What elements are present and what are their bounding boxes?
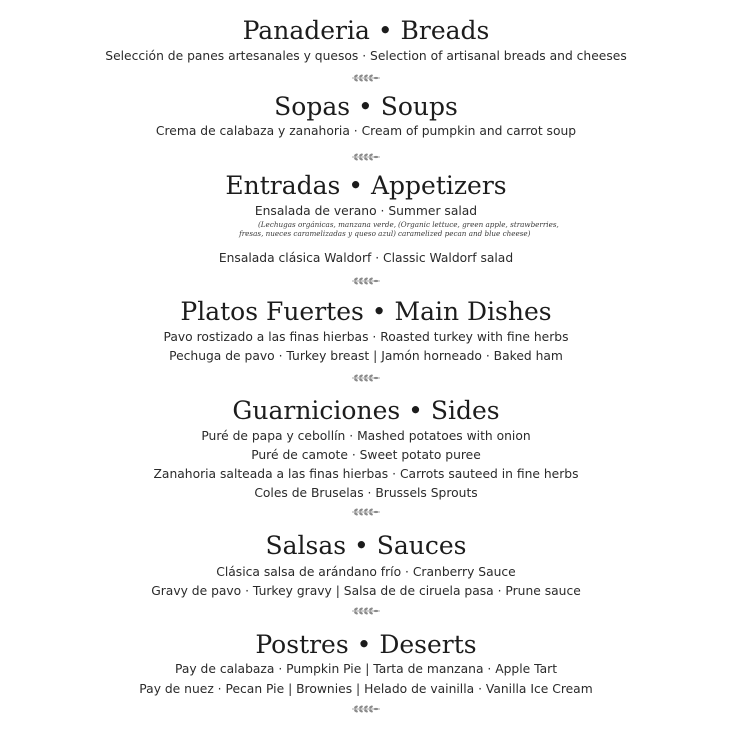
laurel-sprig-icon bbox=[350, 507, 382, 517]
section-title-sauces: Salsas • Sauces bbox=[265, 531, 467, 560]
laurel-sprig-icon bbox=[350, 73, 382, 83]
menu-note-es-line-1: (Lechugas orgánicas, manzana verde, bbox=[257, 220, 396, 229]
menu-note-en-line-1: (Organic lettuce, green apple, strawberries, bbox=[398, 220, 559, 229]
menu-item-appetizers-1: Ensalada de verano · Summer salad bbox=[254, 204, 478, 218]
laurel-sprig-icon bbox=[350, 276, 382, 286]
section-title-appetizers: Entradas • Appetizers bbox=[225, 171, 507, 200]
menu-item-main-2: Pechuga de pavo · Turkey breast | Jamón horneado · Baked ham bbox=[169, 349, 563, 363]
laurel-sprig-icon bbox=[350, 373, 382, 383]
menu-note-es bbox=[218, 220, 396, 238]
section-title-breads: Panaderia • Breads bbox=[242, 16, 490, 45]
section-title-soups: Sopas • Soups bbox=[274, 92, 458, 121]
laurel-sprig-icon bbox=[350, 704, 382, 714]
menu-item-breads-1: Selección de panes artesanales y quesos · Selection of artisanal breads and cheeses bbox=[105, 49, 627, 63]
menu-note-en-line-2: caramelized pecan and blue cheese) bbox=[398, 229, 531, 238]
menu-item-desserts-1: Pay de calabaza · Pumpkin Pie | Tarta de manzana · Apple Tart bbox=[174, 662, 558, 676]
menu-note-en bbox=[398, 220, 588, 238]
menu-item-sides-1: Puré de papa y cebollín · Mashed potatoes with onion bbox=[201, 429, 531, 443]
menu-item-sides-4: Coles de Bruselas · Brussels Sprouts bbox=[254, 486, 478, 500]
menu-item-sides-2: Puré de camote · Sweet potato puree bbox=[251, 448, 481, 462]
laurel-sprig-icon bbox=[350, 152, 382, 162]
menu-item-soups-1: Crema de calabaza y zanahoria · Cream of pumpkin and carrot soup bbox=[155, 124, 577, 138]
menu-item-sauces-1: Clásica salsa de arándano frío · Cranberry Sauce bbox=[216, 565, 516, 579]
menu-item-main-1: Pavo rostizado a las finas hierbas · Roasted turkey with fine herbs bbox=[163, 330, 569, 344]
section-title-sides: Guarniciones • Sides bbox=[232, 396, 500, 425]
menu-item-sauces-2: Gravy de pavo · Turkey gravy | Salsa de de ciruela pasa · Prune sauce bbox=[151, 584, 581, 598]
section-title-main-dishes: Platos Fuertes • Main Dishes bbox=[180, 297, 552, 326]
laurel-sprig-icon bbox=[350, 606, 382, 616]
menu-item-appetizers-2: Ensalada clásica Waldorf · Classic Waldorf salad bbox=[218, 251, 514, 265]
menu-note-es-line-2: fresas, nueces caramelizadas y queso azul) bbox=[239, 229, 396, 238]
menu-item-sides-3: Zanahoria salteada a las finas hierbas · Carrots sauteed in fine herbs bbox=[153, 467, 579, 481]
menu-item-desserts-2: Pay de nuez · Pecan Pie | Brownies | Helado de vainilla · Vanilla Ice Cream bbox=[139, 682, 593, 696]
section-title-desserts: Postres • Deserts bbox=[255, 630, 477, 659]
